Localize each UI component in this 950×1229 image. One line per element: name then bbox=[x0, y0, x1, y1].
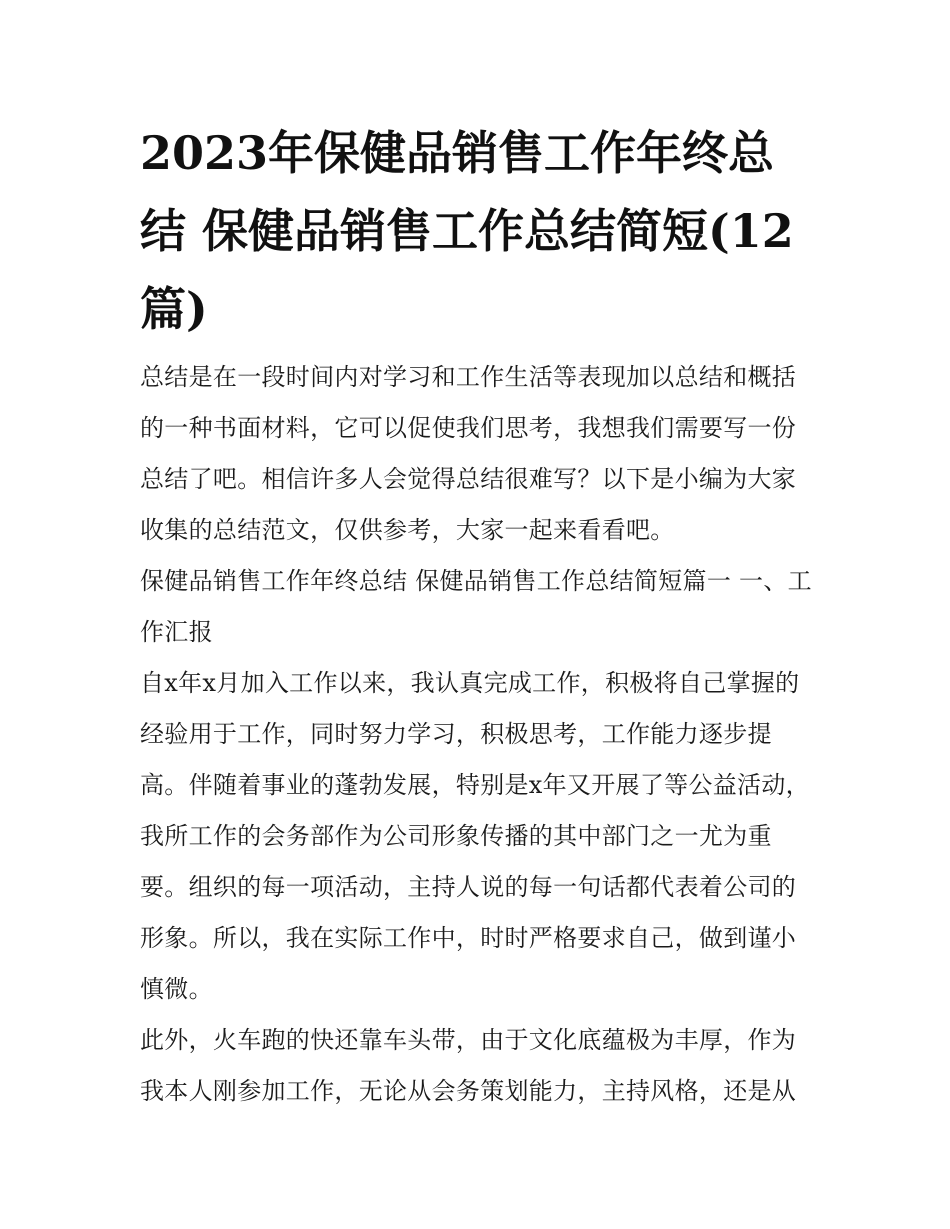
paragraph-section-heading: 保健品销售工作年终总结 保健品销售工作总结简短篇一 一、工作汇报 bbox=[140, 567, 812, 646]
document-title: 2023年保健品销售工作年终总结 保健品销售工作总结简短(12篇) bbox=[140, 126, 794, 336]
paragraph-work-report: 自x年x月加入工作以来，我认真完成工作，积极将自己掌握的经验用于工作，同时努力学习，积极思考，工作能力逐步提高。伴随着事业的蓬勃发展，特别是x年又开展了等公益活动，我所工作的会务部作为公司形象传播的其中部门之一尤为重要。组织的每一项活动，主持人说的每一句话都代表着公司的形象。所以，我在实际工作中，时时严格要求自己，做到谨小慎微。 bbox=[140, 669, 810, 1003]
paragraph-intro: 总结是在一段时间内对学习和工作生活等表现加以总结和概括的一种书面材料，它可以促使我们思考，我想我们需要写一份总结了吧。相信许多人会觉得总结很难写？以下是小编为大家收集的总结范文，仅供参考，大家一起来看看吧。 bbox=[140, 363, 797, 544]
document-body bbox=[140, 352, 812, 1117]
paragraph-continuation: 此外，火车跑的快还靠车头带，由于文化底蕴极为丰厚，作为我本人刚参加工作，无论从会务策划能力，主持风格，还是从 bbox=[140, 1026, 797, 1105]
